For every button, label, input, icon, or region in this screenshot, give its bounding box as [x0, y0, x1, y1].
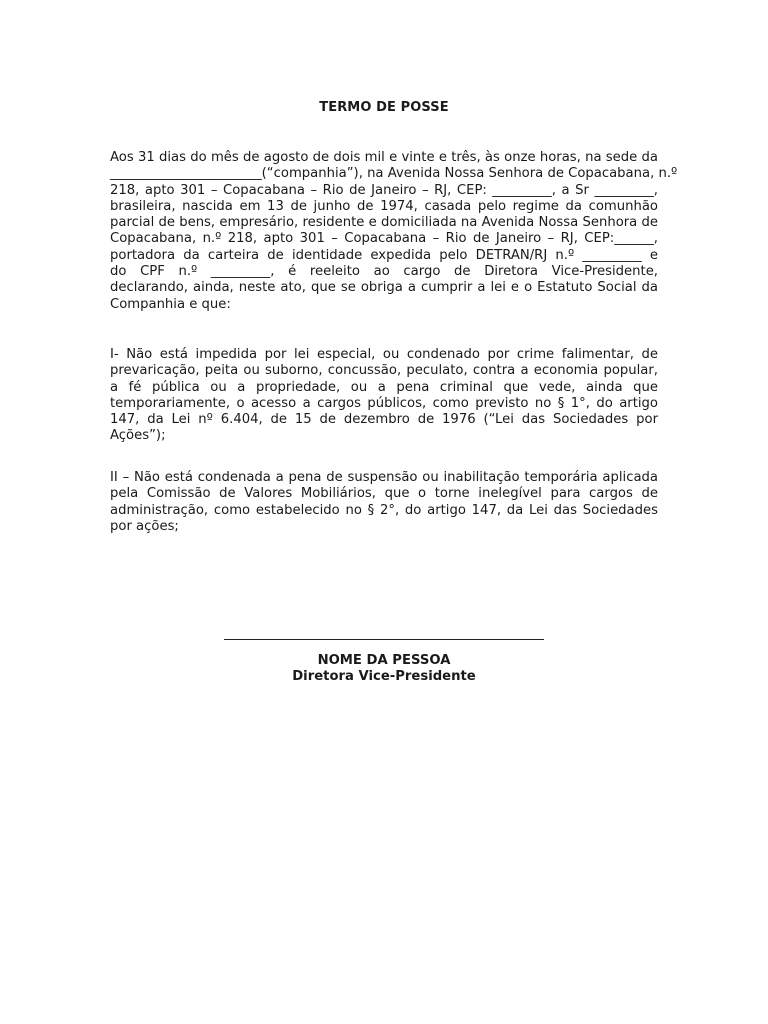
text-line: 218, apto 301 – Copacabana – Rio de Janeiro – RJ, CEP: _________, a Sr _________, — [110, 182, 658, 198]
document-title: TERMO DE POSSE — [319, 100, 449, 115]
text-line: II – Não está condenada a pena de suspensão ou inabilitação temporária aplicada — [110, 470, 658, 485]
signature-line — [224, 639, 544, 640]
signatory-name: NOME DA PESSOA — [317, 653, 451, 668]
text-line: 147, da Lei nº 6.404, de 15 de dezembro de 1976 (“Lei das Sociedades por — [110, 412, 658, 428]
text-line: declarando, ainda, neste ato, que se obriga a cumprir a lei e o Estatuto Social da — [110, 280, 658, 296]
text-line: _______________________(“companhia”), na Avenida Nossa Senhora de Copacabana, n.º — [110, 166, 678, 182]
text-line: Aos 31 dias do mês de agosto de dois mil e vinte e três, às onze horas, na sede da — [110, 150, 658, 165]
text-line: portadora da carteira de identidade expedida pelo DETRAN/RJ n.º _________ e — [110, 247, 658, 263]
text-line: do CPF n.º _________, é reeleito ao cargo de Diretora Vice-Presidente, — [110, 264, 658, 280]
text-line: Copacabana, n.º 218, apto 301 – Copacabana – Rio de Janeiro – RJ, CEP:______, — [110, 231, 658, 247]
text-line: Companhia e que: — [110, 296, 231, 312]
paragraph-preamble — [110, 150, 678, 313]
text-line: parcial de bens, empresário, residente e domiciliada na Avenida Nossa Senhora de — [110, 215, 658, 231]
text-line: a fé pública ou a propriedade, ou a pena criminal que vede, ainda que — [110, 379, 658, 395]
text-line: I- Não está impedida por lei especial, ou condenado por crime falimentar, de — [110, 347, 658, 362]
text-line: por ações; — [110, 518, 179, 534]
text-line: pela Comissão de Valores Mobiliários, que o torne inelegível para cargos de — [110, 486, 658, 502]
text-line: administração, como estabelecido no § 2°, do artigo 147, da Lei das Sociedades — [110, 502, 658, 518]
text-line: brasileira, nascida em 13 de junho de 1974, casada pelo regime da comunhão — [110, 198, 658, 214]
paragraph-item-i — [110, 347, 658, 445]
paragraph-item-ii — [110, 470, 658, 535]
signatory-role: Diretora Vice-Presidente — [292, 669, 476, 684]
text-line: prevaricação, peita ou suborno, concussão, peculato, contra a economia popular, — [110, 363, 658, 379]
text-line: temporariamente, o acesso a cargos públicos, como previsto no § 1°, do artigo — [110, 395, 658, 411]
text-line: Ações”); — [110, 428, 166, 444]
